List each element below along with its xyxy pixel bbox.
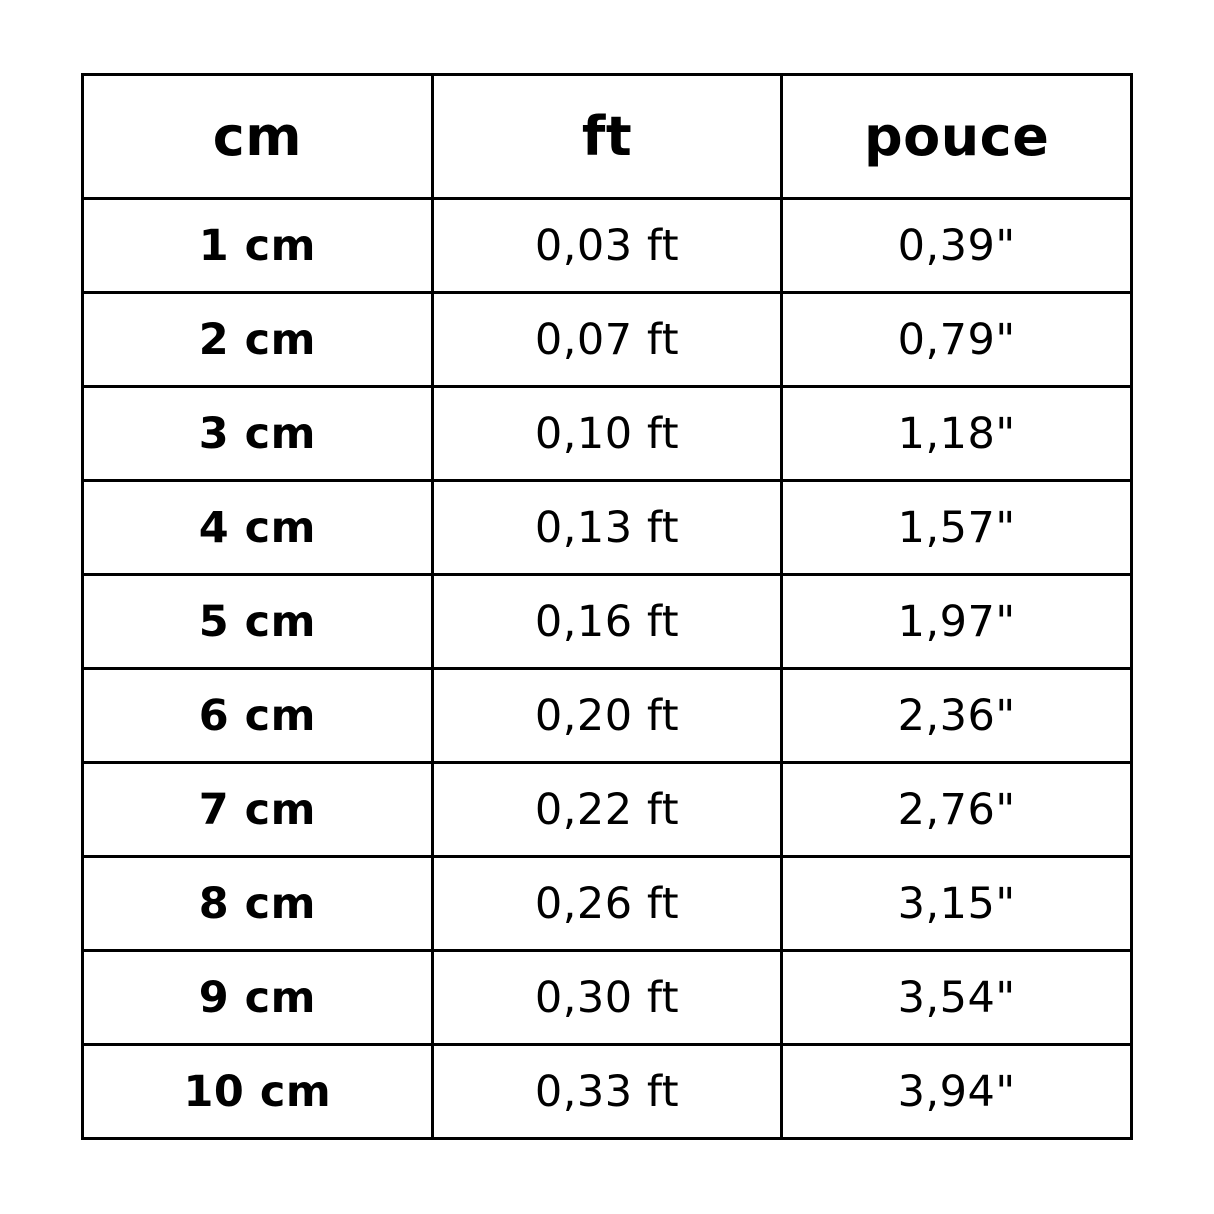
pouce-cell: 0,39" bbox=[782, 199, 1132, 293]
ft-cell: 0,20 ft bbox=[432, 669, 782, 763]
conversion-table bbox=[81, 73, 1133, 1140]
ft-cell: 0,10 ft bbox=[432, 387, 782, 481]
table-row bbox=[83, 951, 1132, 1045]
header-cm: cm bbox=[83, 75, 433, 199]
pouce-cell: 1,18" bbox=[782, 387, 1132, 481]
table-row bbox=[83, 293, 1132, 387]
cm-cell: 9 cm bbox=[83, 951, 433, 1045]
table-row bbox=[83, 857, 1132, 951]
cm-cell: 5 cm bbox=[83, 575, 433, 669]
table-row bbox=[83, 669, 1132, 763]
ft-cell: 0,03 ft bbox=[432, 199, 782, 293]
table-body bbox=[83, 199, 1132, 1139]
pouce-cell: 0,79" bbox=[782, 293, 1132, 387]
table-row bbox=[83, 387, 1132, 481]
cm-cell: 10 cm bbox=[83, 1045, 433, 1139]
ft-cell: 0,26 ft bbox=[432, 857, 782, 951]
pouce-cell: 2,76" bbox=[782, 763, 1132, 857]
cm-cell: 1 cm bbox=[83, 199, 433, 293]
ft-cell: 0,16 ft bbox=[432, 575, 782, 669]
ft-cell: 0,07 ft bbox=[432, 293, 782, 387]
cm-cell: 7 cm bbox=[83, 763, 433, 857]
cm-cell: 8 cm bbox=[83, 857, 433, 951]
cm-cell: 2 cm bbox=[83, 293, 433, 387]
header-pouce: pouce bbox=[782, 75, 1132, 199]
ft-cell: 0,22 ft bbox=[432, 763, 782, 857]
pouce-cell: 2,36" bbox=[782, 669, 1132, 763]
pouce-cell: 3,94" bbox=[782, 1045, 1132, 1139]
header-ft: ft bbox=[432, 75, 782, 199]
table-row bbox=[83, 481, 1132, 575]
cm-cell: 4 cm bbox=[83, 481, 433, 575]
table-row bbox=[83, 1045, 1132, 1139]
pouce-cell: 1,97" bbox=[782, 575, 1132, 669]
cm-cell: 6 cm bbox=[83, 669, 433, 763]
pouce-cell: 3,54" bbox=[782, 951, 1132, 1045]
ft-cell: 0,33 ft bbox=[432, 1045, 782, 1139]
ft-cell: 0,30 ft bbox=[432, 951, 782, 1045]
ft-cell: 0,13 ft bbox=[432, 481, 782, 575]
table-row bbox=[83, 763, 1132, 857]
table-row bbox=[83, 199, 1132, 293]
pouce-cell: 3,15" bbox=[782, 857, 1132, 951]
cm-cell: 3 cm bbox=[83, 387, 433, 481]
table-row bbox=[83, 575, 1132, 669]
pouce-cell: 1,57" bbox=[782, 481, 1132, 575]
header-row bbox=[83, 75, 1132, 199]
